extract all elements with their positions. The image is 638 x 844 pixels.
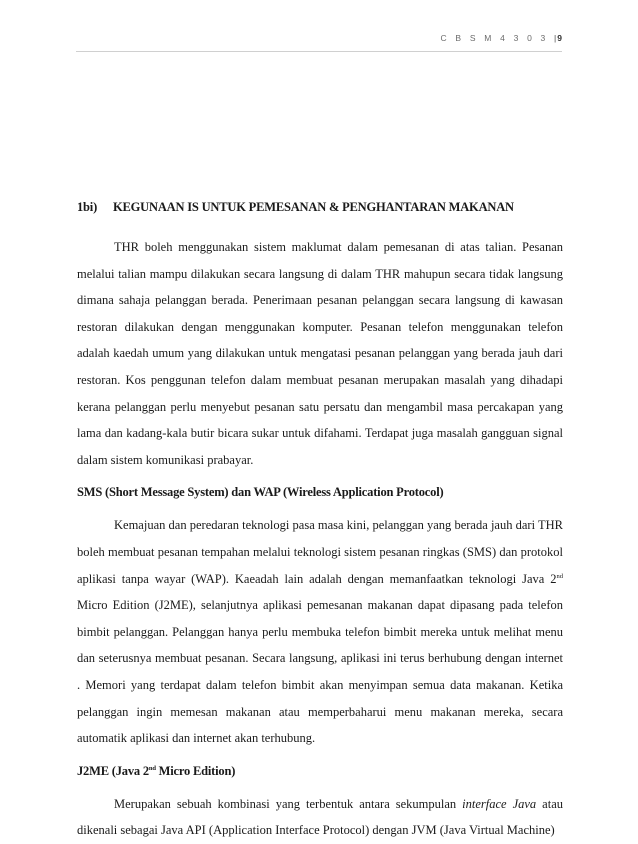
header-separator: | — [554, 33, 558, 43]
running-title: C B S M 4 3 0 3 — [440, 33, 549, 43]
paragraph-sms-wap-part1: Kemajuan dan peredaran teknologi pasa masa kini, pelanggan yang berada jauh dari THR boleh membuat pesanan tempahan melalui teknologi sistem pesanan ringkas (SMS) dan protokol aplikasi tanpa wayar (WAP). Kaeadah lain adalah dengan memanfaatkan teknologi Java 2 — [77, 518, 563, 586]
superscript-nd: nd — [556, 572, 563, 580]
subheading-j2me-part1: J2ME (Java 2 — [77, 763, 149, 778]
subheading-j2me — [77, 762, 563, 780]
paragraph-sms-wap — [77, 512, 563, 751]
paragraph-j2me-part1: Merupakan sebuah kombinasi yang terbentuk antara sekumpulan — [114, 796, 463, 811]
document-body — [77, 200, 563, 844]
paragraph-j2me-italic: interface Java — [462, 796, 537, 811]
paragraph-j2me — [77, 791, 563, 844]
paragraph-j2me-part2: atau dikenali sebagai Java API (Application Interface Protocol) dengan JVM (Java Virtual Machine) — [77, 796, 563, 838]
paragraph-sms-wap-part2: Micro Edition (J2ME), selanjutnya aplikasi pemesanan makanan dapat dipasang pada telefon bimbit pelanggan. Pelanggan hanya perlu membuka telefon bimbit mereka untuk melihat menu dan seterusnya membuat pesanan. Secara langsung, aplikasi ini terus berhubung dengan internet . Memori yang terdapat dalam telefon bimbit akan menyimpan semua data makanan. Ketika pelanggan ingin memesan makanan atau memperbaharui menu makanan mereka, secara automatik aplikasi dan internet akan terhubung. — [77, 598, 563, 746]
section-title: KEGUNAAN IS UNTUK PEMESANAN & PENGHANTARAN MAKANAN — [113, 200, 514, 214]
subheading-j2me-part2: Micro Edition) — [155, 763, 236, 778]
page-number: 9 — [557, 33, 562, 43]
subheading-sms-wap: SMS (Short Message System) dan WAP (Wireless Application Protocol) — [77, 485, 444, 500]
subheading-j2me-superscript: nd — [148, 764, 156, 772]
running-header — [440, 33, 562, 43]
section-number: 1bi) — [77, 200, 98, 214]
section-heading — [77, 200, 563, 215]
header-rule — [76, 51, 562, 52]
paragraph-intro: THR boleh menggunakan sistem maklumat dalam pemesanan di atas talian. Pesanan melalui talian mampu dilakukan secara langsung di dalam THR mahupun secara tidak langsung dimana sahaja pelanggan berada. Penerimaan pesanan pelanggan secara langsung di kawasan restoran dilakukan dengan menggunakan komputer. Pesanan telefon menggunakan telefon adalah kaedah umum yang dilakukan untuk mengatasi pesanan pelanggan yang berada jauh dari restoran. Kos penggunan telefon dalam membuat pesanan merupakan masalah yang dihadapi kerana pelanggan perlu menyebut pesanan satu persatu dan mengambil masa percakapan yang lama dan kadang-kala butir bicara sukar untuk difahami. Terdapat juga masalah gangguan signal dalam sistem komunikasi prabayar. — [77, 240, 563, 467]
